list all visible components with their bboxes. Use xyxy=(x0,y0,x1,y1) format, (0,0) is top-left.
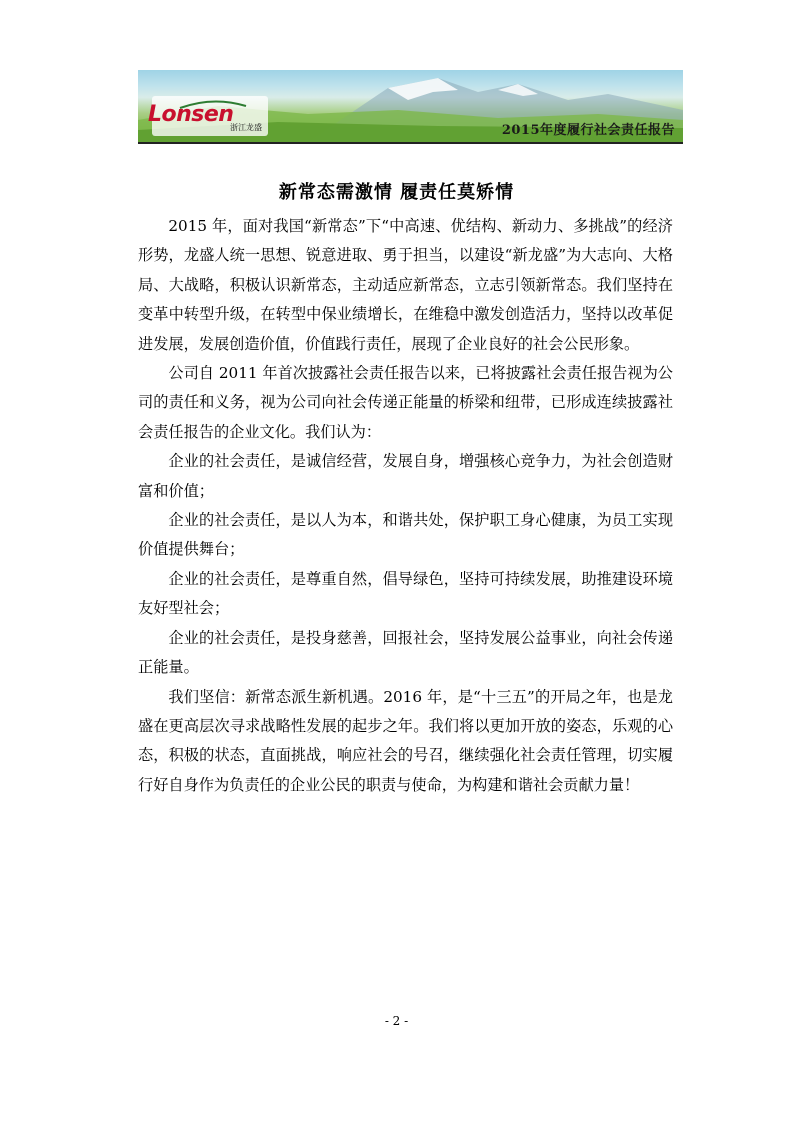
header-banner xyxy=(138,70,683,142)
paragraph: 2015 年，面对我国“新常态”下“中高速、优结构、新动力、多挑战”的经济形势，龙盛人统一思想、锐意进取、勇于担当，以建设“新龙盛”为大志向、大格局、大战略，积极认识新常态，主动适应新常态，立志引领新常态。我们坚持在变革中转型升级，在转型中保业绩增长，在维稳中激发创造活力，坚持以改革促进发展，发展创造价值，价值践行责任，展现了企业良好的社会公民形象。 xyxy=(138,217,673,353)
page-number: - 2 - xyxy=(384,1014,409,1028)
paragraph: 我们坚信：新常态派生新机遇。2016 年，是“十三五”的开局之年，也是龙盛在更高层次寻求战略性发展的起步之年。我们将以更加开放的姿态，乐观的心态，积极的状态，直面挑战，响应社会的号召，继续强化社会责任管理，切实履行好自身作为负责任的企业公民的职责与使命，为构建和谐社会贡献力量！ xyxy=(138,687,673,794)
paragraph: 企业的社会责任，是尊重自然，倡导绿色，坚持可持续发展，助推建设环境友好型社会； xyxy=(138,569,673,618)
paragraph: 公司自 2011 年首次披露社会责任报告以来，已将披露社会责任报告视为公司的责任和义务，视为公司向社会传递正能量的桥梁和纽带，已形成连续披露社会责任报告的企业文化。我们认为： xyxy=(138,364,673,441)
body-text xyxy=(138,212,673,800)
header-divider xyxy=(138,142,683,144)
company-logo: Lonsen xyxy=(148,102,234,127)
paragraph: 企业的社会责任，是以人为本，和谐共处，保护职工身心健康，为员工实现价值提供舞台； xyxy=(138,511,673,559)
page-title: 新常态需激情 履责任莫矫情 xyxy=(278,182,515,203)
report-title: 2015年度履行社会责任报告 xyxy=(501,123,675,138)
paragraph: 企业的社会责任，是诚信经营，发展自身，增强核心竞争力，为社会创造财富和价值； xyxy=(138,452,673,500)
company-logo-subtext: 浙江龙盛 xyxy=(230,123,262,132)
paragraph: 企业的社会责任，是投身慈善，回报社会，坚持发展公益事业，向社会传递正能量。 xyxy=(138,628,673,677)
